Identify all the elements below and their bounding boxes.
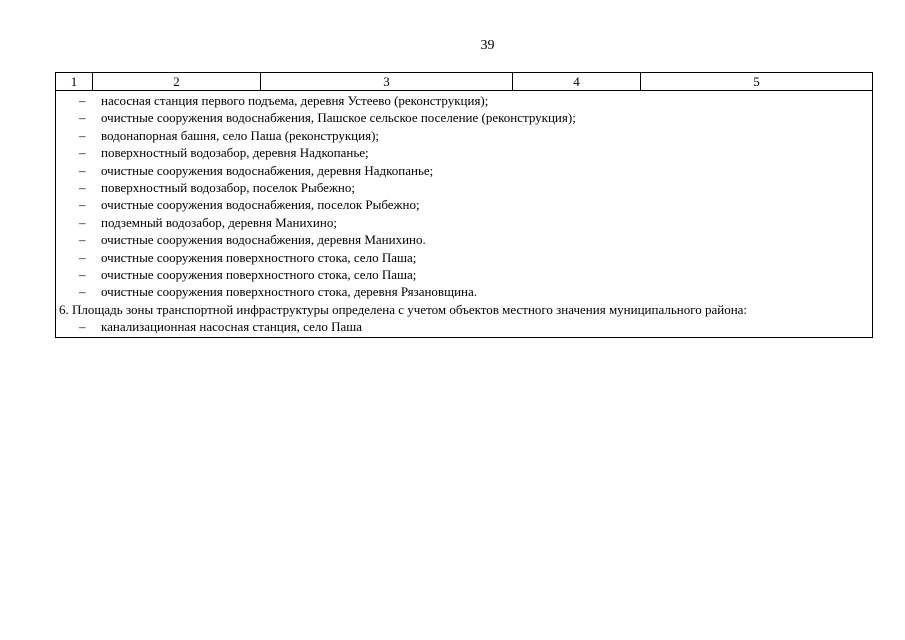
document-table [55, 72, 873, 338]
list-item [59, 92, 872, 109]
list-item-text: поверхностный водозабор, деревня Надкопанье; [101, 145, 369, 161]
list-item [59, 283, 872, 300]
list-item-text: канализационная насосная станция, село Паша [101, 319, 363, 335]
dash-marker: – [79, 110, 86, 126]
list-item-text: очистные сооружения водоснабжения, деревня Манихино. [101, 232, 426, 248]
list-item-text: очистные сооружения поверхностного стока, село Паша; [101, 249, 417, 265]
list-item [59, 266, 872, 283]
column-header-5: 5 [641, 73, 873, 91]
dash-marker: – [79, 197, 86, 213]
list-item-text: насосная станция первого подъема, деревня Устеево (реконструкция); [101, 93, 489, 108]
list-item [59, 196, 872, 213]
dash-marker: – [79, 232, 86, 248]
table-header-row [56, 73, 873, 91]
list-item [59, 231, 872, 248]
page-number: 39 [480, 38, 495, 53]
column-header-2: 2 [93, 73, 261, 91]
column-header-3: 3 [261, 73, 513, 91]
list-item [59, 249, 872, 266]
list-item [59, 179, 872, 196]
dash-marker: – [79, 214, 86, 230]
dash-marker: – [79, 145, 86, 161]
list-item-text: очистные сооружения водоснабжения, Пашское сельское поселение (реконструкция); [101, 110, 576, 126]
dash-marker: – [79, 267, 86, 283]
column-header-1: 1 [56, 73, 93, 91]
list-item-text: очистные сооружения водоснабжения, деревня Надкопанье; [101, 162, 434, 178]
list-item [59, 127, 872, 144]
list-item-text: очистные сооружения поверхностного стока, село Паша; [101, 267, 417, 283]
section-6-paragraph: 6. Площадь зоны транспортной инфраструктуры определена с учетом объектов местного значения муниципального района: [59, 301, 748, 317]
dash-marker: – [79, 93, 86, 108]
table-body-row [56, 91, 873, 338]
table-body-cell [56, 91, 873, 338]
dash-marker: – [79, 249, 86, 265]
column-header-4: 4 [513, 73, 641, 91]
dash-marker: – [79, 162, 86, 178]
list-item [59, 318, 872, 335]
list-item [59, 109, 872, 126]
list-item [59, 162, 872, 179]
list-item-text: поверхностный водозабор, поселок Рыбежно; [101, 180, 355, 196]
dash-marker: – [79, 127, 86, 143]
dash-marker: – [79, 319, 86, 335]
list-item [59, 214, 872, 231]
list-item [59, 144, 872, 161]
list-item-text: очистные сооружения водоснабжения, поселок Рыбежно; [101, 197, 420, 213]
dash-marker: – [79, 284, 86, 300]
list-item-text: водонапорная башня, село Паша (реконструкция); [101, 127, 380, 143]
list-item-text: подземный водозабор, деревня Манихино; [101, 214, 337, 230]
list-item-text: очистные сооружения поверхностного стока, деревня Рязановщина. [101, 284, 478, 300]
dash-marker: – [79, 180, 86, 196]
